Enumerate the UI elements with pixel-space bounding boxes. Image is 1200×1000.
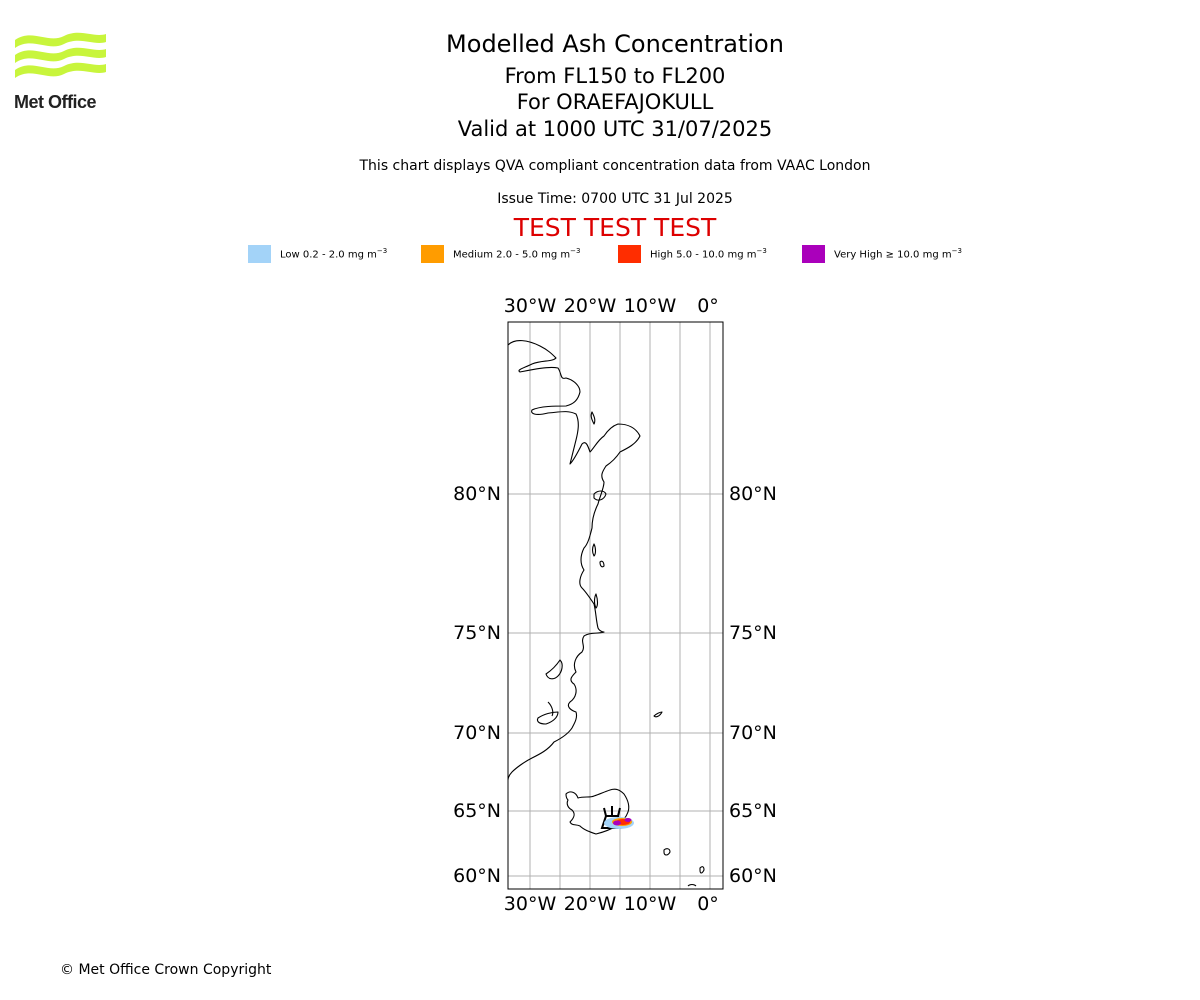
small-island-4	[595, 594, 598, 608]
ash-plume	[604, 817, 634, 829]
lon-tick-bottom-10w: 10°W	[623, 893, 677, 915]
small-island-3	[600, 561, 604, 567]
lon-tick-top-10w: 10°W	[623, 295, 677, 317]
legend-label-low: Low 0.2 - 2.0 mg $m^{-3}$	[280, 247, 388, 261]
jameson-island	[591, 412, 595, 424]
test-banner: TEST TEST TEST	[513, 213, 717, 242]
lat-ticks-left	[453, 483, 501, 887]
lon-ticks-top	[504, 295, 719, 317]
met-office-logo-text: Met Office	[14, 92, 97, 112]
faroe-islands	[664, 849, 670, 855]
lon-tick-bottom-30w: 30°W	[503, 893, 557, 915]
legend-label-medium: Medium 2.0 - 5.0 mg $m^{-3}$	[453, 247, 581, 261]
ash-area-very-high-1	[613, 821, 621, 826]
greenland-inlet-2	[537, 712, 558, 724]
scotland-coast	[688, 885, 696, 887]
lat-tick-right-80n: 80°N	[729, 483, 777, 505]
legend-label-high: High 5.0 - 10.0 mg $m^{-3}$	[650, 247, 767, 261]
lon-tick-top-20w: 20°W	[563, 295, 617, 317]
lat-tick-left-80n: 80°N	[453, 483, 501, 505]
jan-mayen	[654, 712, 662, 717]
lat-tick-left-60n: 60°N	[453, 865, 501, 887]
lon-tick-bottom-0: 0°	[697, 893, 719, 915]
issue-time: Issue Time: 0700 UTC 31 Jul 2025	[497, 191, 733, 207]
ash-area-very-high-2	[625, 818, 632, 822]
gridlines	[508, 322, 723, 889]
chart-description: This chart displays QVA compliant concentration data from VAAC London	[359, 158, 871, 174]
lon-tick-top-0: 0°	[697, 295, 719, 317]
lat-tick-left-75n: 75°N	[453, 622, 501, 644]
coastlines	[508, 341, 704, 886]
lat-tick-right-65n: 65°N	[729, 800, 777, 822]
shetland	[700, 867, 704, 873]
lat-tick-left-65n: 65°N	[453, 800, 501, 822]
map-frame	[508, 322, 723, 889]
volcano-name: For ORAEFAJOKULL	[516, 90, 714, 114]
chart-title: Modelled Ash Concentration	[446, 30, 784, 58]
lat-tick-right-60n: 60°N	[729, 865, 777, 887]
lat-tick-right-70n: 70°N	[729, 722, 777, 744]
copyright: © Met Office Crown Copyright	[60, 962, 272, 978]
greenland-inlet-3	[548, 702, 553, 716]
level-range: From FL150 to FL200	[504, 64, 726, 88]
legend-label-very-high: Very High ≥ 10.0 mg $m^{-3}$	[834, 247, 962, 261]
lat-tick-right-75n: 75°N	[729, 622, 777, 644]
valid-time: Valid at 1000 UTC 31/07/2025	[457, 117, 773, 141]
lat-tick-left-70n: 70°N	[453, 722, 501, 744]
lon-ticks-bottom	[504, 893, 719, 915]
small-island-2	[593, 544, 596, 556]
lon-tick-top-30w: 30°W	[503, 295, 557, 317]
lon-tick-bottom-20w: 20°W	[563, 893, 617, 915]
lat-ticks-right	[729, 483, 777, 887]
